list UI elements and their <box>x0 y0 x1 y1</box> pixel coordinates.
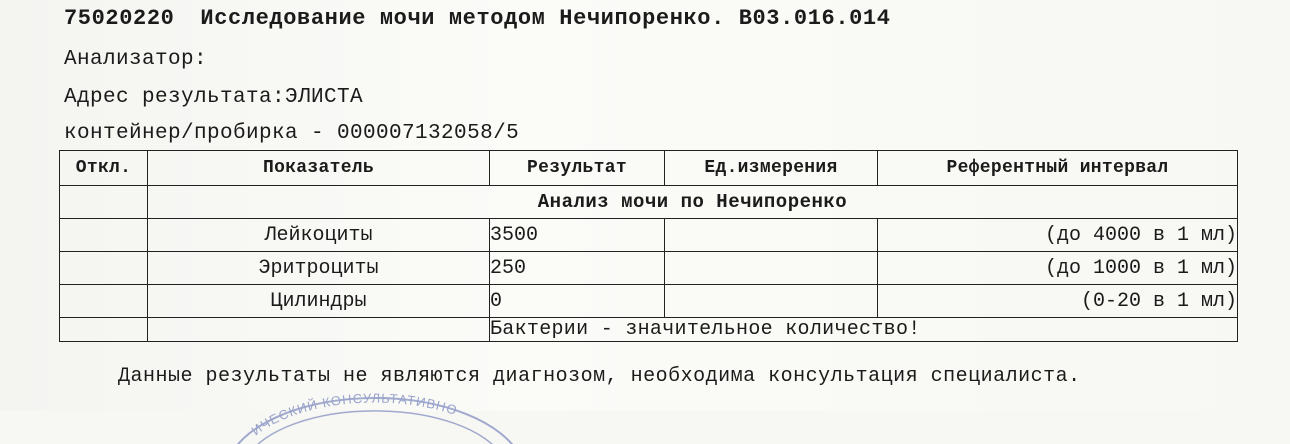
col-header-unit: Ед.измерения <box>665 151 878 186</box>
indicator-cell: Цилиндры <box>148 285 490 318</box>
container-id: контейнер/пробирка - 000007132058/5 <box>64 122 520 145</box>
result-cell: 250 <box>490 252 665 285</box>
deviation-cell <box>60 186 148 219</box>
col-header-result: Результат <box>490 151 665 186</box>
result-cell: 0 <box>490 285 665 318</box>
result-cell: 3500 <box>490 219 665 252</box>
unit-cell <box>665 219 878 252</box>
note-row <box>60 318 1238 342</box>
empty-cell <box>148 318 490 342</box>
reference-cell: (0-20 в 1 мл) <box>878 285 1238 318</box>
test-name: Исследование мочи методом Нечипоренко. B03.016.014 <box>200 6 891 31</box>
disclaimer-text: Данные результаты не являются диагнозом, необходима консультация специалиста. <box>118 365 1081 388</box>
svg-text:ИЧЕСКИЙ КОНСУЛЬТАТИВНО <box>248 391 459 439</box>
analyzer-label: Анализатор: <box>64 48 208 71</box>
reference-cell: (до 1000 в 1 мл) <box>878 252 1238 285</box>
unit-cell <box>665 285 878 318</box>
stamp-text: ИЧЕСКИЙ КОНСУЛЬТАТИВНО <box>248 390 460 439</box>
result-address: Адрес результата:ЭЛИСТА <box>64 86 364 109</box>
clinic-stamp <box>220 384 520 444</box>
deviation-cell <box>60 219 148 252</box>
indicator-cell: Лейкоциты <box>148 219 490 252</box>
section-title: Анализ мочи по Нечипоренко <box>148 186 1238 219</box>
col-header-indicator: Показатель <box>148 151 490 186</box>
table-header-row <box>60 151 1238 186</box>
col-header-deviation: Откл. <box>60 151 148 186</box>
table-row <box>60 219 1238 252</box>
col-header-reference: Референтный интервал <box>878 151 1238 186</box>
deviation-cell <box>60 285 148 318</box>
section-row <box>60 186 1238 219</box>
table-row <box>60 252 1238 285</box>
test-code: 75020220 <box>64 6 175 31</box>
deviation-cell <box>60 252 148 285</box>
reference-cell: (до 4000 в 1 мл) <box>878 219 1238 252</box>
report-title <box>64 6 891 31</box>
unit-cell <box>665 252 878 285</box>
deviation-cell <box>60 318 148 342</box>
bacteria-note: Бактерии - значительное количество! <box>490 318 1238 342</box>
indicator-cell: Эритроциты <box>148 252 490 285</box>
results-table <box>59 150 1238 342</box>
table-row <box>60 285 1238 318</box>
